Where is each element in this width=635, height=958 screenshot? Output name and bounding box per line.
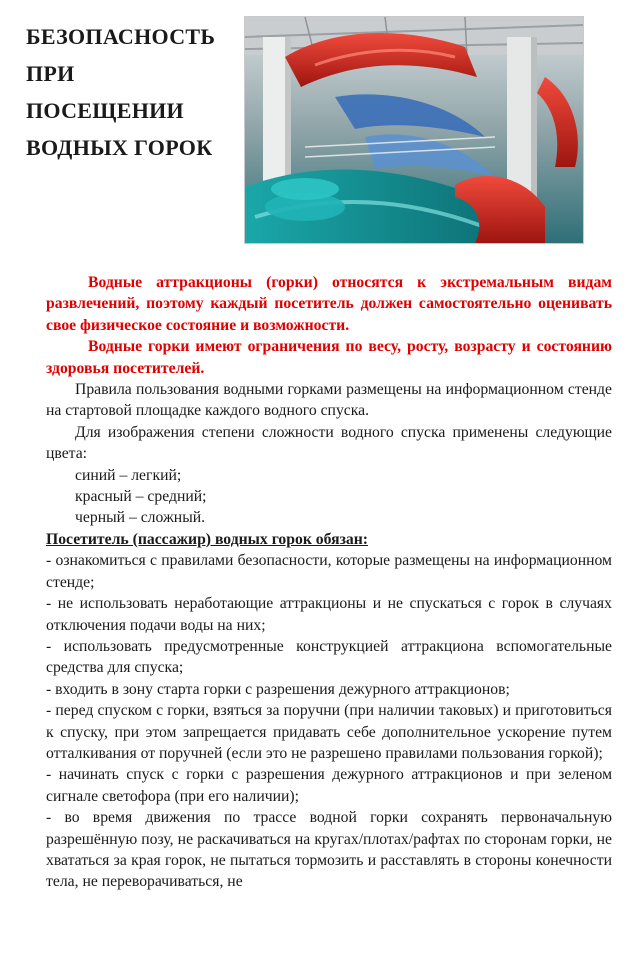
page-title: [26, 18, 241, 166]
color-item-blue: синий – легкий;: [75, 466, 182, 484]
warning-paragraph: Водные аттракционы (горки) относятся к экстремальным видам развлечений, поэтому каждый посетитель должен самостоятельно оценивать свое физическое состояние и возможности.: [46, 274, 612, 334]
duty-item: - не использовать неработающие аттракционы и не спускаться с горок в случаях отключения подачи воды на них;: [46, 595, 612, 634]
title-line: ПОСЕЩЕНИИ: [26, 98, 184, 123]
duty-item: - перед спуском с горки, взяться за поручни (при наличии таковых) и приготовиться к спуску, при этом запрещается придавать себе дополнительное ускорение путем отталкивания от поручней (если это не разрешено правилами пользования горкой);: [46, 702, 612, 762]
duty-item: - использовать предусмотренные конструкцией аттракциона вспомогательные средства для спуска;: [46, 637, 612, 677]
restrictions-paragraph: Водные горки имеют ограничения по весу, росту, возрасту и состоянию здоровья посетителей.: [46, 338, 612, 377]
title-line: БЕЗОПАСНОСТЬ: [26, 24, 216, 49]
duty-item: - ознакомиться с правилами безопасности, которые размещены на информационном стенде;: [46, 552, 612, 591]
color-item-black: черный – сложный.: [75, 509, 206, 527]
title-line: ВОДНЫХ ГОРОК: [26, 135, 213, 160]
duties-heading: Посетитель (пассажир) водных горок обязан:: [46, 530, 368, 548]
duty-item: - во время движения по трассе водной горки сохранять первоначальную разрешённую позу, не раскачиваться на кругах/плотах/рафтах по сторонам горки, не хвататься за края горок, не пытаться тормозить и расставлять в стороны конечности тела, не переворачиваться, не: [46, 809, 612, 891]
colors-paragraph: Для изображения степени сложности водного спуска применены следующие цвета:: [46, 423, 612, 463]
title-line: ПРИ: [26, 61, 75, 86]
duty-item: - начинать спуск с горки с разрешения дежурного аттракционов и при зеленом сигнале светофора (при его наличии);: [46, 766, 612, 805]
document-body: [46, 272, 612, 893]
water-slides-photo: [244, 16, 584, 244]
rules-paragraph: Правила пользования водными горками размещены на информационном стенде на стартовой площадке каждого водного спуска.: [46, 381, 612, 420]
color-item-red: красный – средний;: [75, 488, 207, 506]
duty-item: - входить в зону старта горки с разрешения дежурного аттракционов;: [46, 680, 510, 698]
water-park-slides-icon: [245, 17, 583, 243]
